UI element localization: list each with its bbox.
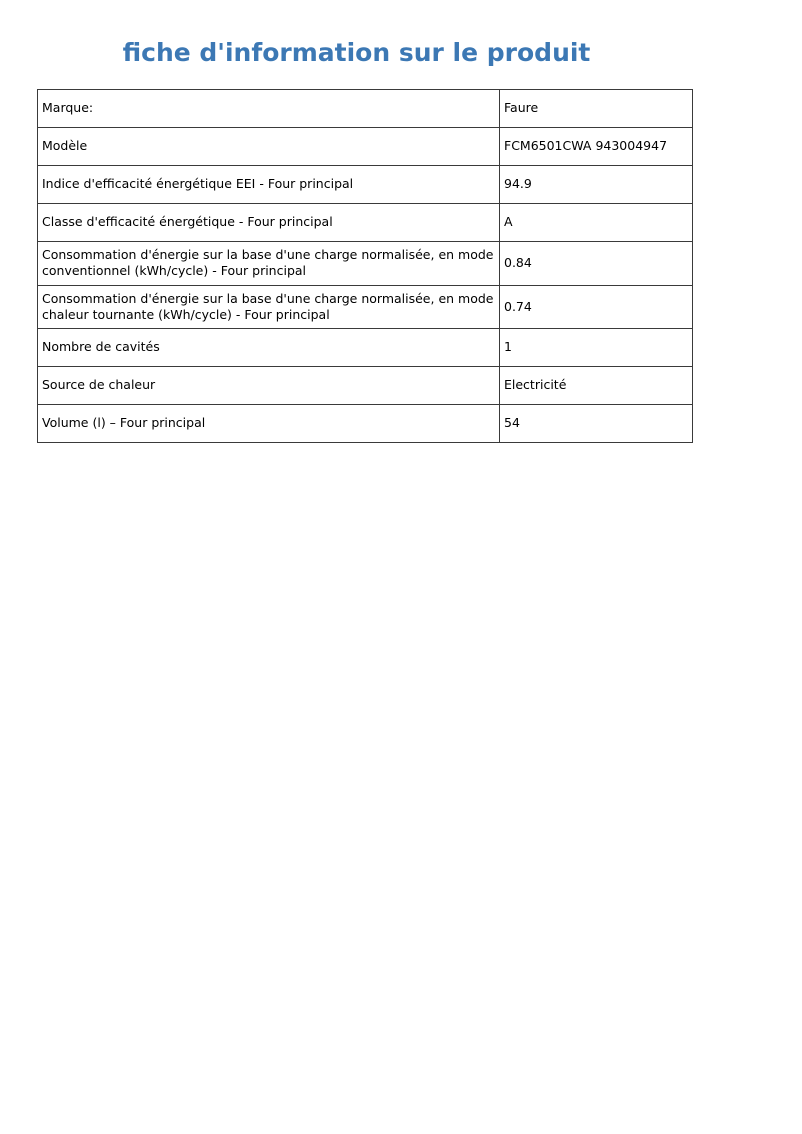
row-value: FCM6501CWA 943004947	[500, 128, 693, 166]
row-value: Electricité	[500, 367, 693, 405]
row-label: Volume (l) – Four principal	[38, 405, 500, 443]
product-info-table	[37, 89, 693, 443]
table-row	[38, 204, 693, 242]
row-value: 1	[500, 329, 693, 367]
row-label: Nombre de cavités	[38, 329, 500, 367]
table-row	[38, 242, 693, 286]
row-label: Modèle	[38, 128, 500, 166]
row-label: Marque:	[38, 90, 500, 128]
table-row	[38, 329, 693, 367]
table-row	[38, 166, 693, 204]
row-value: Faure	[500, 90, 693, 128]
table-row	[38, 90, 693, 128]
row-label: Consommation d'énergie sur la base d'une charge normalisée, en mode chaleur tournante (kWh/cycle) - Four principal	[38, 285, 500, 329]
row-value: 0.84	[500, 242, 693, 286]
row-value: 54	[500, 405, 693, 443]
row-label: Consommation d'énergie sur la base d'une charge normalisée, en mode conventionnel (kWh/cycle) - Four principal	[38, 242, 500, 286]
row-label: Indice d'efficacité énergétique EEI - Four principal	[38, 166, 500, 204]
table-row	[38, 285, 693, 329]
row-value: 94.9	[500, 166, 693, 204]
row-label: Source de chaleur	[38, 367, 500, 405]
table-row	[38, 367, 693, 405]
page-title: fiche d'information sur le produit	[122, 38, 591, 67]
table-row	[38, 405, 693, 443]
table-row	[38, 128, 693, 166]
row-value: 0.74	[500, 285, 693, 329]
row-label: Classe d'efficacité énergétique - Four principal	[38, 204, 500, 242]
row-value: A	[500, 204, 693, 242]
